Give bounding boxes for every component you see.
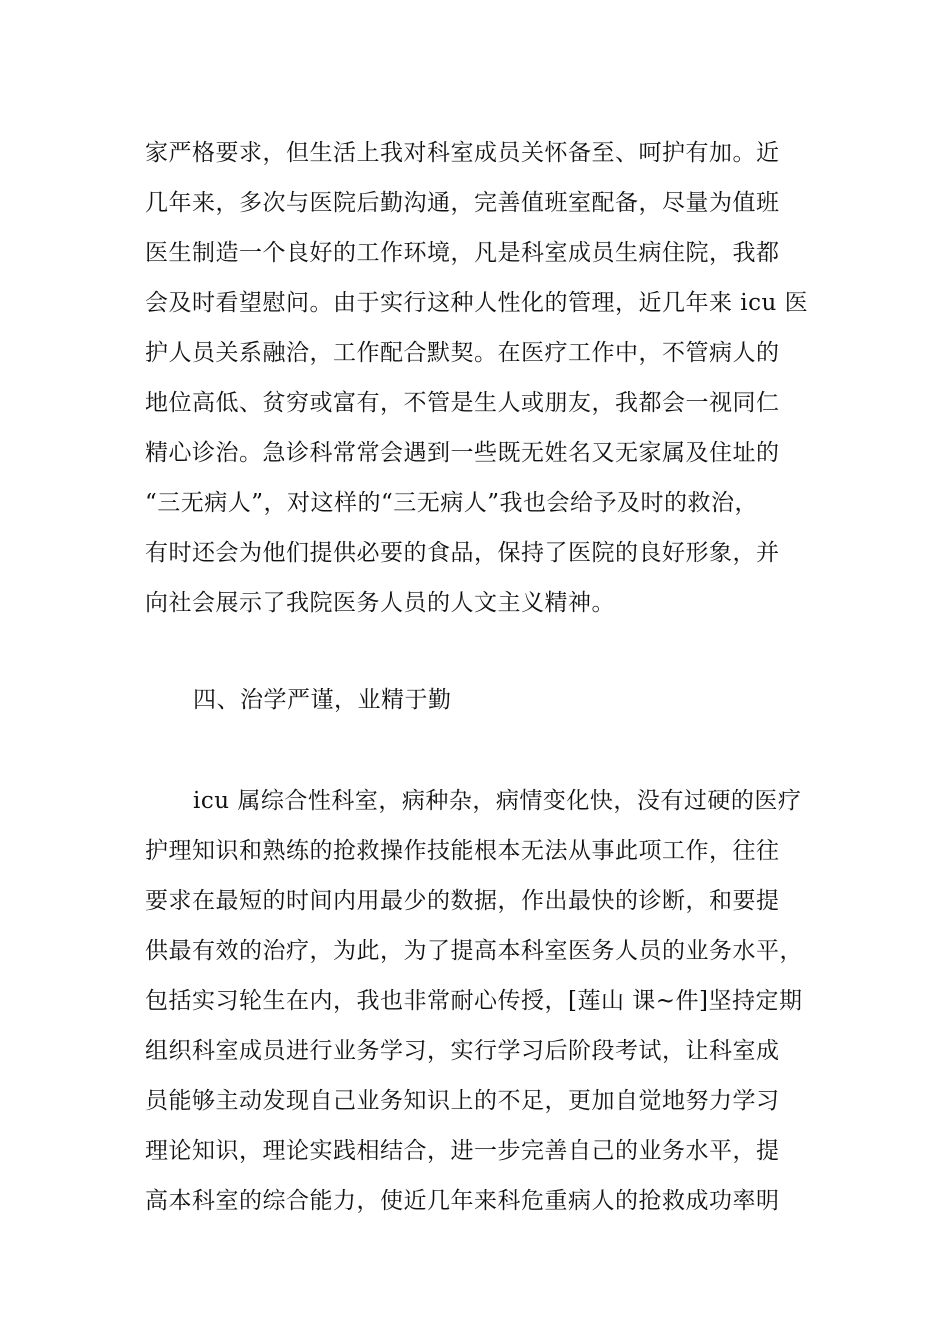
- text-line: 精心诊治。急诊科常常会遇到一些既无姓名又无家属及住址的: [145, 440, 780, 466]
- text-line: icu 属综合性科室，病种杂，病情变化快，没有过硬的医疗: [193, 788, 802, 814]
- text-line: 供最有效的治疗，为此，为了提高本科室医务人员的业务水平，: [145, 938, 803, 964]
- text-line: 几年来，多次与医院后勤沟通，完善值班室配备，尽量为值班: [145, 190, 780, 216]
- text-line: 地位高低、贫穷或富有，不管是生人或朋友，我都会一视同仁: [145, 390, 780, 416]
- text-line: 要求在最短的时间内用最少的数据，作出最快的诊断，和要提: [145, 888, 780, 914]
- text-line: 向社会展示了我院医务人员的人文主义精神。: [145, 590, 615, 616]
- text-line: 医生制造一个良好的工作环境，凡是科室成员生病住院，我都: [145, 240, 780, 266]
- text-line: 家严格要求，但生活上我对科室成员关怀备至、呵护有加。近: [145, 140, 780, 166]
- text-line: 包括实习轮生在内，我也非常耐心传授，[莲山 课~件]坚持定期: [145, 988, 803, 1014]
- text-line: 有时还会为他们提供必要的食品，保持了医院的良好形象，并: [145, 540, 780, 566]
- text-line: 组织科室成员进行业务学习，实行学习后阶段考试，让科室成: [145, 1038, 780, 1064]
- paragraph-humanistic-care: [145, 128, 825, 628]
- text-line: 会及时看望慰问。由于实行这种人性化的管理，近几年来 icu 医: [145, 290, 809, 316]
- text-line: 护理知识和熟练的抢救操作技能根本无法从事此项工作，往往: [145, 838, 780, 864]
- text-line: “三无病人”，对这样的“三无病人”我也会给予及时的救治，: [145, 490, 759, 516]
- text-line: 理论知识，理论实践相结合，进一步完善自己的业务水平，提: [145, 1138, 780, 1164]
- section-heading-text: 四、治学严谨，业精于勤: [193, 687, 452, 713]
- text-line: 员能够主动发现自己业务知识上的不足，更加自觉地努力学习: [145, 1088, 780, 1114]
- paragraph-rigorous-study: [145, 776, 825, 1226]
- text-line: 高本科室的综合能力，使近几年来科危重病人的抢救成功率明: [145, 1188, 780, 1214]
- text-line: 护人员关系融洽，工作配合默契。在医疗工作中，不管病人的: [145, 340, 780, 366]
- section-heading: [193, 675, 833, 725]
